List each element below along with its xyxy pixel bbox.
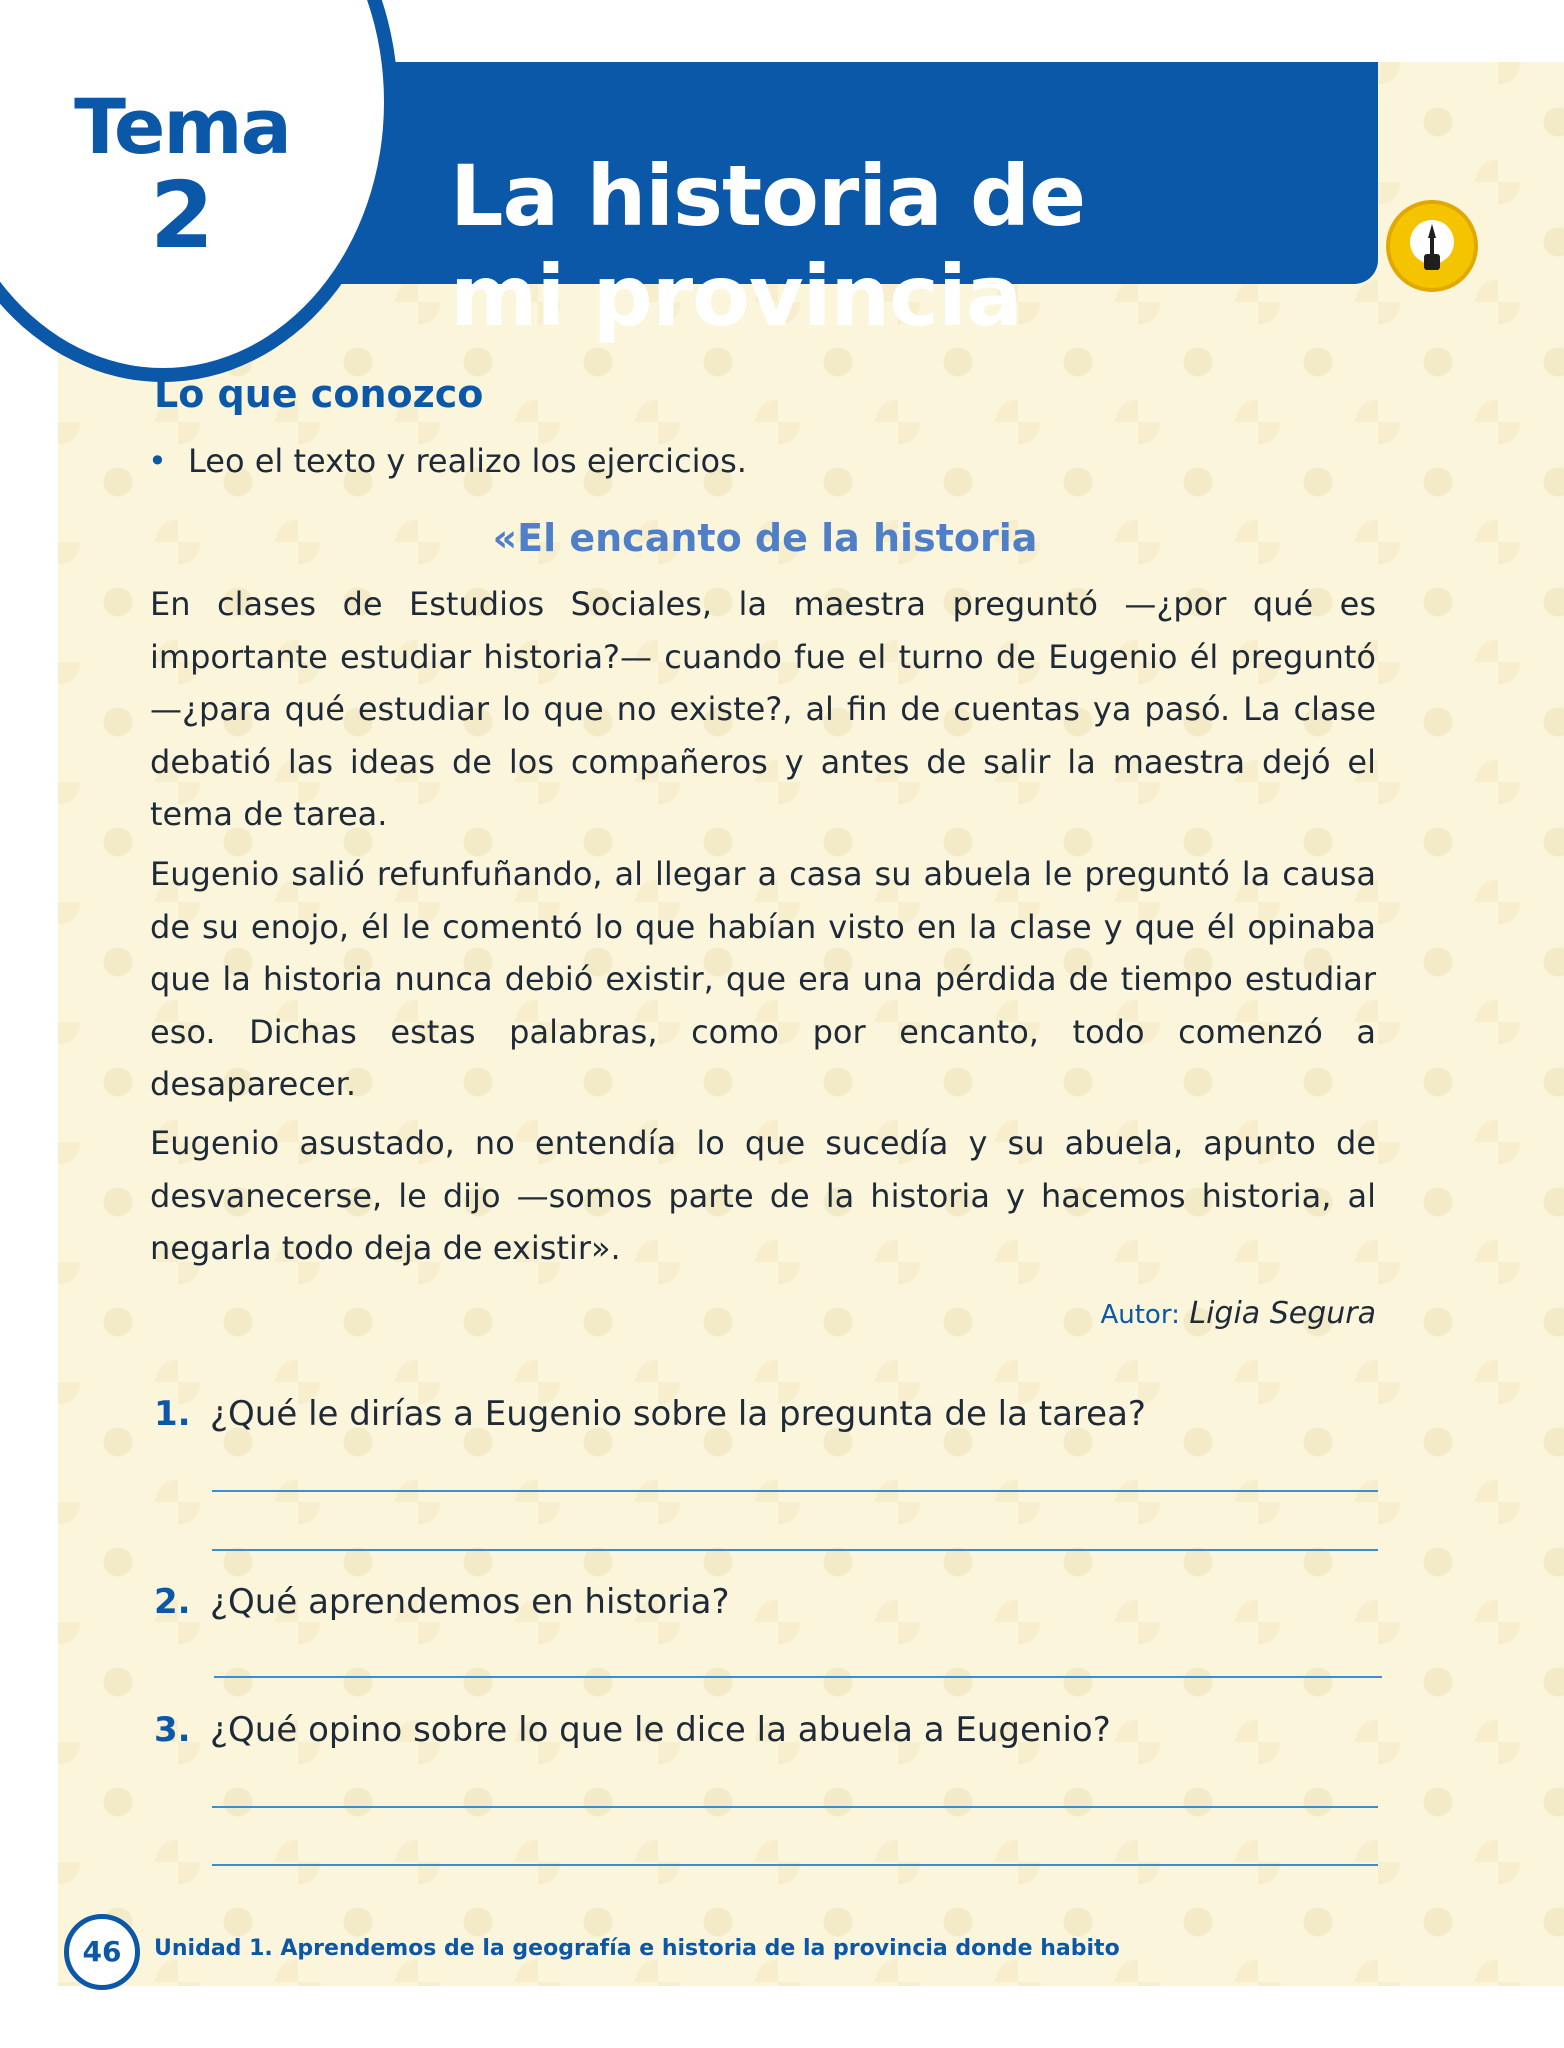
author-label: Autor: bbox=[1100, 1300, 1180, 1330]
tema-number: 2 bbox=[149, 162, 214, 269]
story-paragraph-3: Eugenio asustado, no entendía lo que sucedía y su abuela, apunto de desvanecerse, le dijo —somos parte de la historia y hacemos historia, al negarla todo deja de existir». bbox=[150, 1124, 1376, 1267]
bullet-dot: • bbox=[148, 442, 167, 480]
answer-line[interactable] bbox=[212, 1864, 1378, 1866]
story-paragraph-1: En clases de Estudios Sociales, la maestra preguntó —¿por qué es importante estudiar historia?— cuando fue el turno de Eugenio él preguntó —¿para qué estudiar lo que no existe?, al fin de cuentas ya pasó. La clase debatió las ideas de los compañeros y antes de salir la maestra dejó el tema de tarea. bbox=[150, 585, 1376, 833]
story-paragraph-2: Eugenio salió refunfuñando, al llegar a casa su abuela le preguntó la causa de su enojo, él le comentó lo que habían visto en la clase y que él opinaba que la historia nunca debió existir, que era una pérdida de tiempo estudiar eso. Dichas estas palabras, como por encanto, todo comenzó a desaparecer. bbox=[150, 855, 1376, 1103]
instruction-bullet bbox=[148, 442, 747, 480]
title-line-1: La historia de bbox=[450, 147, 1086, 245]
question-2 bbox=[154, 1582, 730, 1622]
answer-line[interactable] bbox=[214, 1676, 1382, 1678]
question-number: 1. bbox=[154, 1394, 191, 1434]
section-heading: Lo que conozco bbox=[154, 372, 484, 416]
answer-line[interactable] bbox=[212, 1490, 1378, 1492]
question-text: ¿Qué le dirías a Eugenio sobre la pregunta de la tarea? bbox=[210, 1394, 1146, 1434]
lightbulb-pencil-icon bbox=[1384, 198, 1480, 294]
tema-label: Tema bbox=[74, 82, 290, 171]
question-text: ¿Qué opino sobre lo que le dice la abuela a Eugenio? bbox=[210, 1710, 1111, 1750]
story-title: «El encanto de la historia bbox=[492, 516, 1038, 560]
instruction-text: Leo el texto y realizo los ejercicios. bbox=[188, 442, 747, 480]
answer-line[interactable] bbox=[212, 1806, 1378, 1808]
unit-footer: Unidad 1. Aprendemos de la geografía e historia de la provincia donde habito bbox=[154, 1936, 1120, 1961]
author-credit bbox=[1100, 1296, 1376, 1331]
page-number: 46 bbox=[64, 1914, 140, 1990]
question-3 bbox=[154, 1710, 1111, 1750]
question-number: 2. bbox=[154, 1582, 191, 1622]
question-number: 3. bbox=[154, 1710, 191, 1750]
question-text: ¿Qué aprendemos en historia? bbox=[210, 1582, 730, 1622]
page-title bbox=[450, 146, 1350, 346]
author-name: Ligia Segura bbox=[1189, 1296, 1376, 1331]
title-line-2: mi provincia bbox=[450, 247, 1022, 345]
question-1 bbox=[154, 1394, 1146, 1434]
answer-line[interactable] bbox=[212, 1549, 1378, 1551]
